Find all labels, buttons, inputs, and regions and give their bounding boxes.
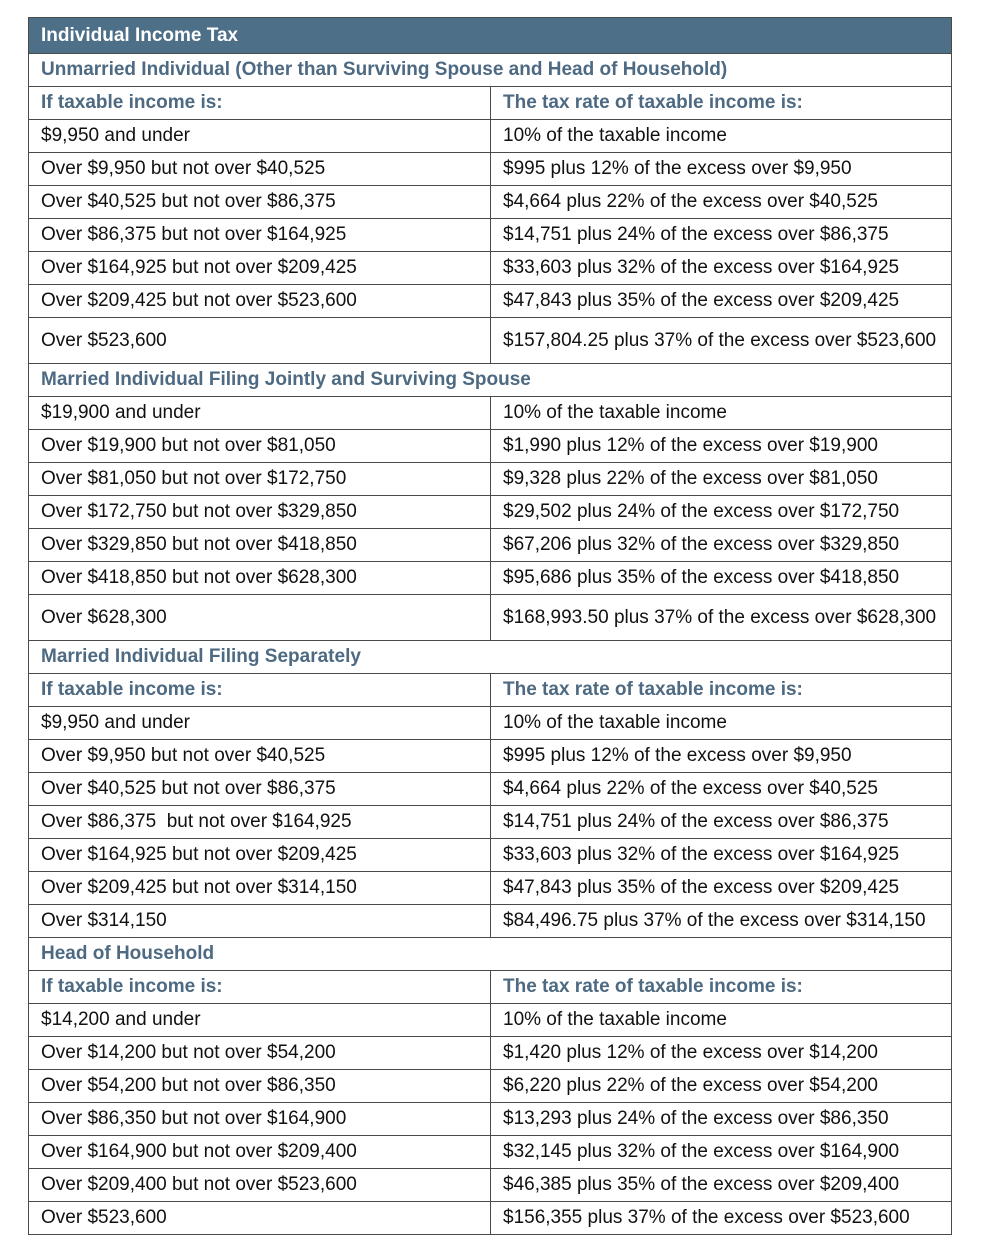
table-row (29, 219, 952, 252)
rate-cell: $13,293 plus 24% of the excess over $86,350 (491, 1103, 952, 1136)
section-title: Unmarried Individual (Other than Surviving Spouse and Head of Household) (29, 54, 952, 87)
section-title-row (29, 938, 952, 971)
table-row (29, 496, 952, 529)
table-row (29, 1202, 952, 1235)
rate-cell: $14,751 plus 24% of the excess over $86,375 (491, 219, 952, 252)
income-cell: Over $329,850 but not over $418,850 (29, 529, 491, 562)
table-row (29, 252, 952, 285)
rate-column-header: The tax rate of taxable income is: (491, 87, 952, 120)
income-cell: Over $209,425 but not over $314,150 (29, 872, 491, 905)
rate-cell: $168,993.50 plus 37% of the excess over $628,300 (491, 595, 952, 641)
rate-cell: 10% of the taxable income (491, 707, 952, 740)
income-cell: $19,900 and under (29, 397, 491, 430)
rate-cell: $67,206 plus 32% of the excess over $329,850 (491, 529, 952, 562)
table-row (29, 120, 952, 153)
income-cell: Over $628,300 (29, 595, 491, 641)
table-row (29, 397, 952, 430)
rate-cell: $33,603 plus 32% of the excess over $164,925 (491, 839, 952, 872)
income-cell: Over $523,600 (29, 318, 491, 364)
income-cell: Over $86,350 but not over $164,900 (29, 1103, 491, 1136)
rate-column-header: The tax rate of taxable income is: (491, 971, 952, 1004)
rate-cell: 10% of the taxable income (491, 1004, 952, 1037)
rate-cell: $157,804.25 plus 37% of the excess over $523,600 (491, 318, 952, 364)
income-cell: Over $164,900 but not over $209,400 (29, 1136, 491, 1169)
table-row (29, 1103, 952, 1136)
rate-cell: $46,385 plus 35% of the excess over $209,400 (491, 1169, 952, 1202)
income-cell: Over $418,850 but not over $628,300 (29, 562, 491, 595)
income-cell: Over $54,200 but not over $86,350 (29, 1070, 491, 1103)
table-row (29, 562, 952, 595)
income-cell: $9,950 and under (29, 120, 491, 153)
income-cell: Over $164,925 but not over $209,425 (29, 839, 491, 872)
income-cell: Over $314,150 (29, 905, 491, 938)
income-cell: Over $86,375 but not over $164,925 (29, 219, 491, 252)
section-title-row (29, 364, 952, 397)
income-column-header: If taxable income is: (29, 674, 491, 707)
rate-cell: $47,843 plus 35% of the excess over $209,425 (491, 285, 952, 318)
table-row (29, 153, 952, 186)
table-row (29, 1169, 952, 1202)
table-row (29, 1004, 952, 1037)
table-row (29, 905, 952, 938)
rate-cell: $29,502 plus 24% of the excess over $172,750 (491, 496, 952, 529)
rate-column-header: The tax rate of taxable income is: (491, 674, 952, 707)
column-header-row (29, 674, 952, 707)
income-cell: Over $86,375 but not over $164,925 (29, 806, 491, 839)
income-cell: $9,950 and under (29, 707, 491, 740)
income-cell: Over $172,750 but not over $329,850 (29, 496, 491, 529)
table-title-row (29, 18, 952, 54)
table-row (29, 595, 952, 641)
section-title-row (29, 54, 952, 87)
income-column-header: If taxable income is: (29, 971, 491, 1004)
rate-cell: $9,328 plus 22% of the excess over $81,050 (491, 463, 952, 496)
rate-cell: $156,355 plus 37% of the excess over $523,600 (491, 1202, 952, 1235)
income-cell: Over $40,525 but not over $86,375 (29, 186, 491, 219)
section-title-row (29, 641, 952, 674)
table-row (29, 1070, 952, 1103)
section-title: Head of Household (29, 938, 952, 971)
income-cell: Over $19,900 but not over $81,050 (29, 430, 491, 463)
table-row (29, 1037, 952, 1070)
rate-cell: $14,751 plus 24% of the excess over $86,375 (491, 806, 952, 839)
rate-cell: $995 plus 12% of the excess over $9,950 (491, 153, 952, 186)
table-row (29, 186, 952, 219)
income-column-header: If taxable income is: (29, 87, 491, 120)
rate-cell: $84,496.75 plus 37% of the excess over $314,150 (491, 905, 952, 938)
rate-cell: $4,664 plus 22% of the excess over $40,525 (491, 186, 952, 219)
table-row (29, 872, 952, 905)
table-row (29, 285, 952, 318)
section-title: Married Individual Filing Separately (29, 641, 952, 674)
rate-cell: $995 plus 12% of the excess over $9,950 (491, 740, 952, 773)
table-row (29, 1136, 952, 1169)
table-row (29, 740, 952, 773)
income-cell: Over $14,200 but not over $54,200 (29, 1037, 491, 1070)
rate-cell: $33,603 plus 32% of the excess over $164,925 (491, 252, 952, 285)
table-row (29, 430, 952, 463)
table-row (29, 839, 952, 872)
section-title: Married Individual Filing Jointly and Surviving Spouse (29, 364, 952, 397)
income-cell: Over $40,525 but not over $86,375 (29, 773, 491, 806)
income-cell: Over $164,925 but not over $209,425 (29, 252, 491, 285)
table-row (29, 463, 952, 496)
column-header-row (29, 971, 952, 1004)
column-header-row (29, 87, 952, 120)
rate-cell: $1,420 plus 12% of the excess over $14,200 (491, 1037, 952, 1070)
table-row (29, 529, 952, 562)
rate-cell: $95,686 plus 35% of the excess over $418,850 (491, 562, 952, 595)
rate-cell: $1,990 plus 12% of the excess over $19,900 (491, 430, 952, 463)
income-cell: Over $209,400 but not over $523,600 (29, 1169, 491, 1202)
table-row (29, 773, 952, 806)
income-cell: $14,200 and under (29, 1004, 491, 1037)
income-cell: Over $209,425 but not over $523,600 (29, 285, 491, 318)
table-title: Individual Income Tax (29, 18, 952, 54)
rate-cell: 10% of the taxable income (491, 397, 952, 430)
table-row (29, 707, 952, 740)
rate-cell: $4,664 plus 22% of the excess over $40,525 (491, 773, 952, 806)
rate-cell: $47,843 plus 35% of the excess over $209,425 (491, 872, 952, 905)
income-cell: Over $523,600 (29, 1202, 491, 1235)
table-row (29, 806, 952, 839)
income-cell: Over $81,050 but not over $172,750 (29, 463, 491, 496)
income-cell: Over $9,950 but not over $40,525 (29, 153, 491, 186)
income-tax-table (28, 17, 952, 1235)
rate-cell: 10% of the taxable income (491, 120, 952, 153)
table-row (29, 318, 952, 364)
rate-cell: $32,145 plus 32% of the excess over $164,900 (491, 1136, 952, 1169)
rate-cell: $6,220 plus 22% of the excess over $54,200 (491, 1070, 952, 1103)
income-cell: Over $9,950 but not over $40,525 (29, 740, 491, 773)
